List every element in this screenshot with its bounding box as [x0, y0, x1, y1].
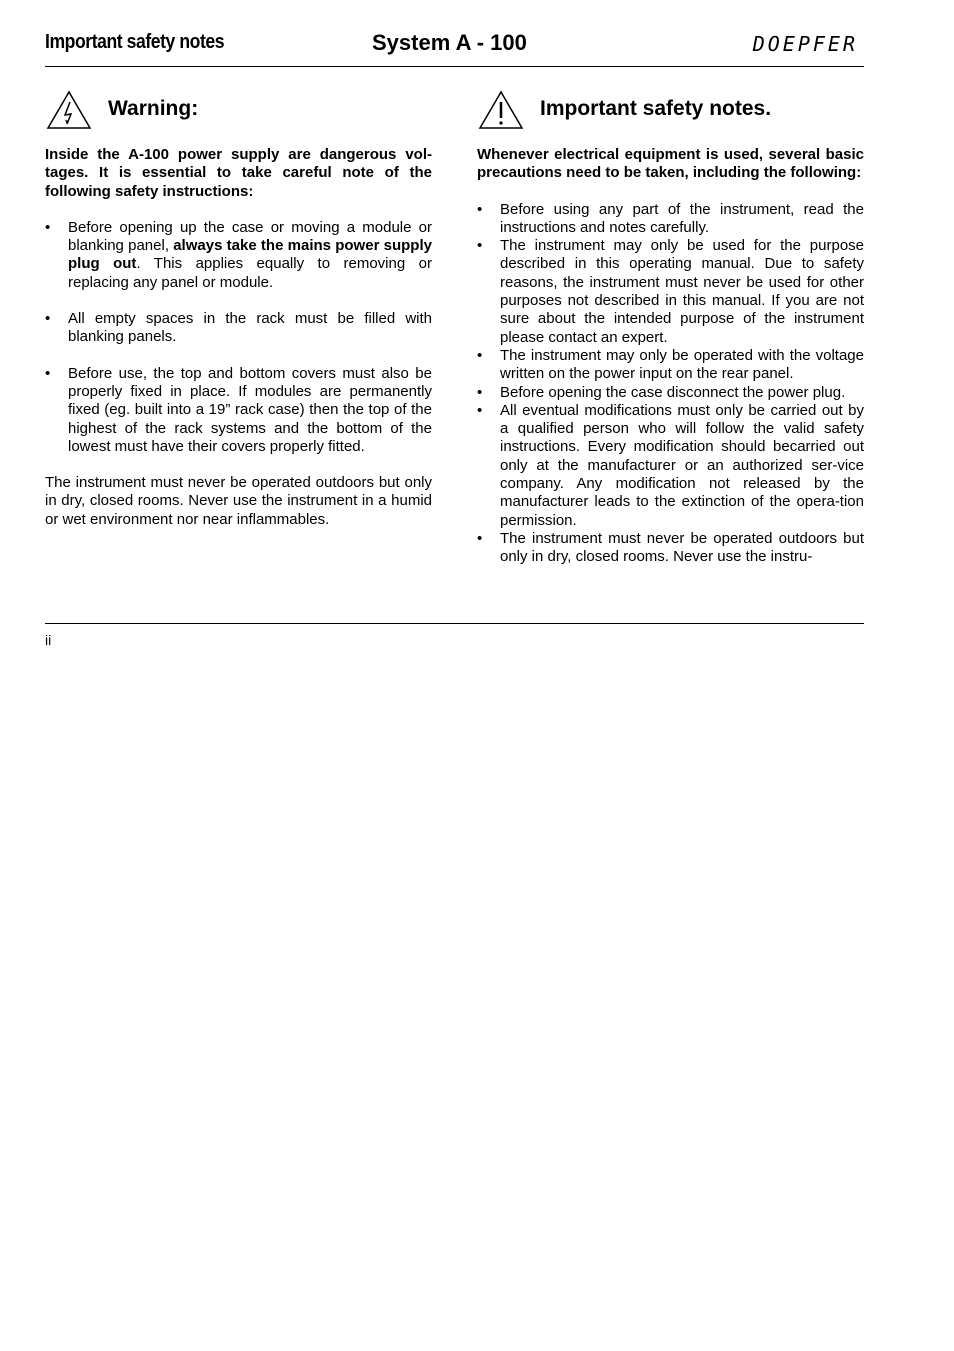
safety-heading-row: [477, 90, 864, 146]
footer-rule: [45, 623, 864, 624]
list-item: • All eventual modifications must only be carried out by a qualified person who will follow the valid safety instructions. Every modification should becarried out only at the manufacturer or an authorized ser-vice company. Any modification not released by the manufacturer leads to the extinction of the opera-tion permission.: [477, 402, 864, 530]
safety-notes-column: [477, 90, 864, 567]
list-item: • Before opening up the case or moving a module or blanking panel, always take the mains power supply plug out. This applies equally to removing or replacing any panel or module.: [45, 219, 432, 292]
list-item: • Before using any part of the instrument, read the instructions and notes carefully.: [477, 201, 864, 238]
page-number: ii: [45, 632, 52, 648]
high-voltage-warning-icon: [46, 90, 92, 130]
page-header: [45, 28, 864, 67]
brand-logo: DOEPFER: [752, 32, 858, 56]
safety-intro: Whenever electrical equipment is used, several basic precautions need to be taken, including the following:: [477, 146, 864, 182]
header-document-title: System A - 100: [372, 30, 527, 55]
safety-list: [477, 201, 864, 567]
warning-closing-paragraph: The instrument must never be operated outdoors but only in dry, closed rooms. Never use the instrument in a humid or wet environment nor near inflammables.: [45, 474, 432, 528]
warning-intro: Inside the A-100 power supply are dangerous vol-tages. It is essential to take careful note of the following safety instructions:: [45, 146, 432, 200]
exclamation-warning-icon: [478, 90, 524, 130]
list-item: • Before use, the top and bottom covers must also be properly fixed in place. If modules are permanently fixed (eg. built into a 19” rack case) then the top of the highest of the rack systems and the bottom of the lowest must have their covers properly fitted.: [45, 365, 432, 456]
safety-heading: Important safety notes.: [540, 97, 772, 120]
warning-heading: Warning:: [108, 97, 199, 120]
list-item: • Before opening the case disconnect the power plug.: [477, 384, 864, 402]
header-section-title: Important safety notes: [45, 31, 225, 53]
warning-column: [45, 90, 432, 529]
list-item: • The instrument may only be operated with the voltage written on the power input on the rear panel.: [477, 347, 864, 384]
warning-list: [45, 219, 432, 456]
list-item: • The instrument must never be operated outdoors but only in dry, closed rooms. Never use the instru-: [477, 530, 864, 567]
list-item: • All empty spaces in the rack must be filled with blanking panels.: [45, 310, 432, 347]
warning-heading-row: [45, 90, 432, 146]
list-item: • The instrument may only be used for the purpose described in this operating manual. Due to safety reasons, the instrument must never be used for other purposes not described in this manual. If you are not sure about the intended purpose of the instrument please contact an expert.: [477, 237, 864, 347]
